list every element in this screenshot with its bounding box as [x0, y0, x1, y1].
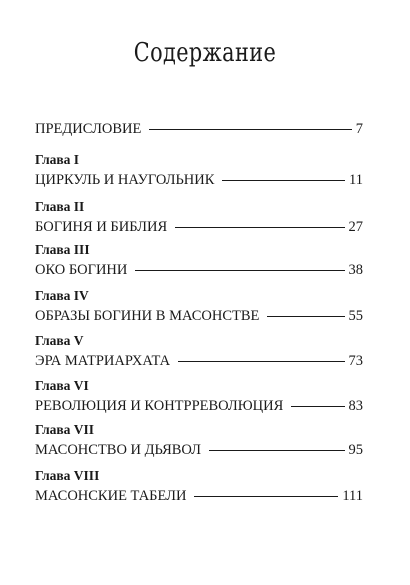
- toc-entry-chapter-3: [35, 241, 363, 280]
- toc-entry-title: МАСОНСКИЕ ТАБЕЛИ: [35, 488, 187, 504]
- toc-entry-chapter-1: [35, 151, 363, 190]
- leader-line: [175, 227, 344, 228]
- leader-line: [178, 361, 344, 362]
- toc-entry-chapter-4: [35, 287, 363, 326]
- leader-line: [291, 406, 344, 407]
- toc-entry-line: [35, 170, 363, 190]
- chapter-label: Глава VIII: [35, 468, 100, 483]
- page-title: Содержание: [133, 38, 277, 68]
- toc-entry-title: РЕВОЛЮЦИЯ И КОНТРРЕВОЛЮЦИЯ: [35, 398, 284, 414]
- toc-entry-title: ОКО БОГИНИ: [35, 262, 128, 278]
- toc-entry-title: МАСОНСТВО И ДЬЯВОЛ: [35, 442, 202, 458]
- toc-entry-title: ЦИРКУЛЬ И НАУГОЛЬНИК: [35, 172, 215, 188]
- toc-entry-chapter-7: [35, 421, 363, 460]
- toc-entry-chapter-8: [35, 467, 363, 506]
- toc-entry-title: ЭРА МАТРИАРХАТА: [35, 353, 171, 369]
- toc-page-number: 38: [348, 262, 363, 278]
- chapter-label: Глава VII: [35, 422, 95, 437]
- toc-entry-line: [35, 440, 363, 460]
- toc-entry-line: [35, 396, 363, 416]
- toc-entry-chapter-5: [35, 332, 363, 371]
- toc-page-number: 11: [349, 172, 363, 188]
- toc-entry-line: [35, 119, 363, 139]
- toc-entry-title: БОГИНЯ И БИБЛИЯ: [35, 219, 168, 235]
- toc-page-number: 7: [355, 121, 363, 137]
- leader-line: [267, 316, 344, 317]
- toc-page-number: 27: [348, 219, 363, 235]
- toc-page-number: 111: [342, 488, 363, 504]
- toc-page-number: 83: [348, 398, 363, 414]
- toc-entry-line: [35, 260, 363, 280]
- leader-line: [222, 180, 345, 181]
- toc-entry-preface: [35, 119, 363, 139]
- toc-entry-title: ПРЕДИСЛОВИЕ: [35, 121, 142, 137]
- toc-page-number: 73: [348, 353, 363, 369]
- toc-entry-title: ОБРАЗЫ БОГИНИ В МАСОНСТВЕ: [35, 308, 260, 324]
- chapter-label: Глава IV: [35, 288, 89, 303]
- leader-line: [194, 496, 338, 497]
- chapter-label: Глава II: [35, 199, 85, 214]
- toc-page-number: 95: [348, 442, 363, 458]
- toc-entry-line: [35, 486, 363, 506]
- toc-page-number: 55: [348, 308, 363, 324]
- toc-entry-chapter-2: [35, 198, 363, 237]
- leader-line: [135, 270, 344, 271]
- leader-line: [209, 450, 344, 451]
- chapter-label: Глава VI: [35, 378, 89, 393]
- toc-entry-line: [35, 217, 363, 237]
- toc-entry-line: [35, 351, 363, 371]
- chapter-label: Глава V: [35, 333, 84, 348]
- chapter-label: Глава III: [35, 242, 90, 257]
- toc-entry-chapter-6: [35, 377, 363, 416]
- toc-entry-line: [35, 306, 363, 326]
- chapter-label: Глава I: [35, 152, 80, 167]
- leader-line: [149, 129, 351, 130]
